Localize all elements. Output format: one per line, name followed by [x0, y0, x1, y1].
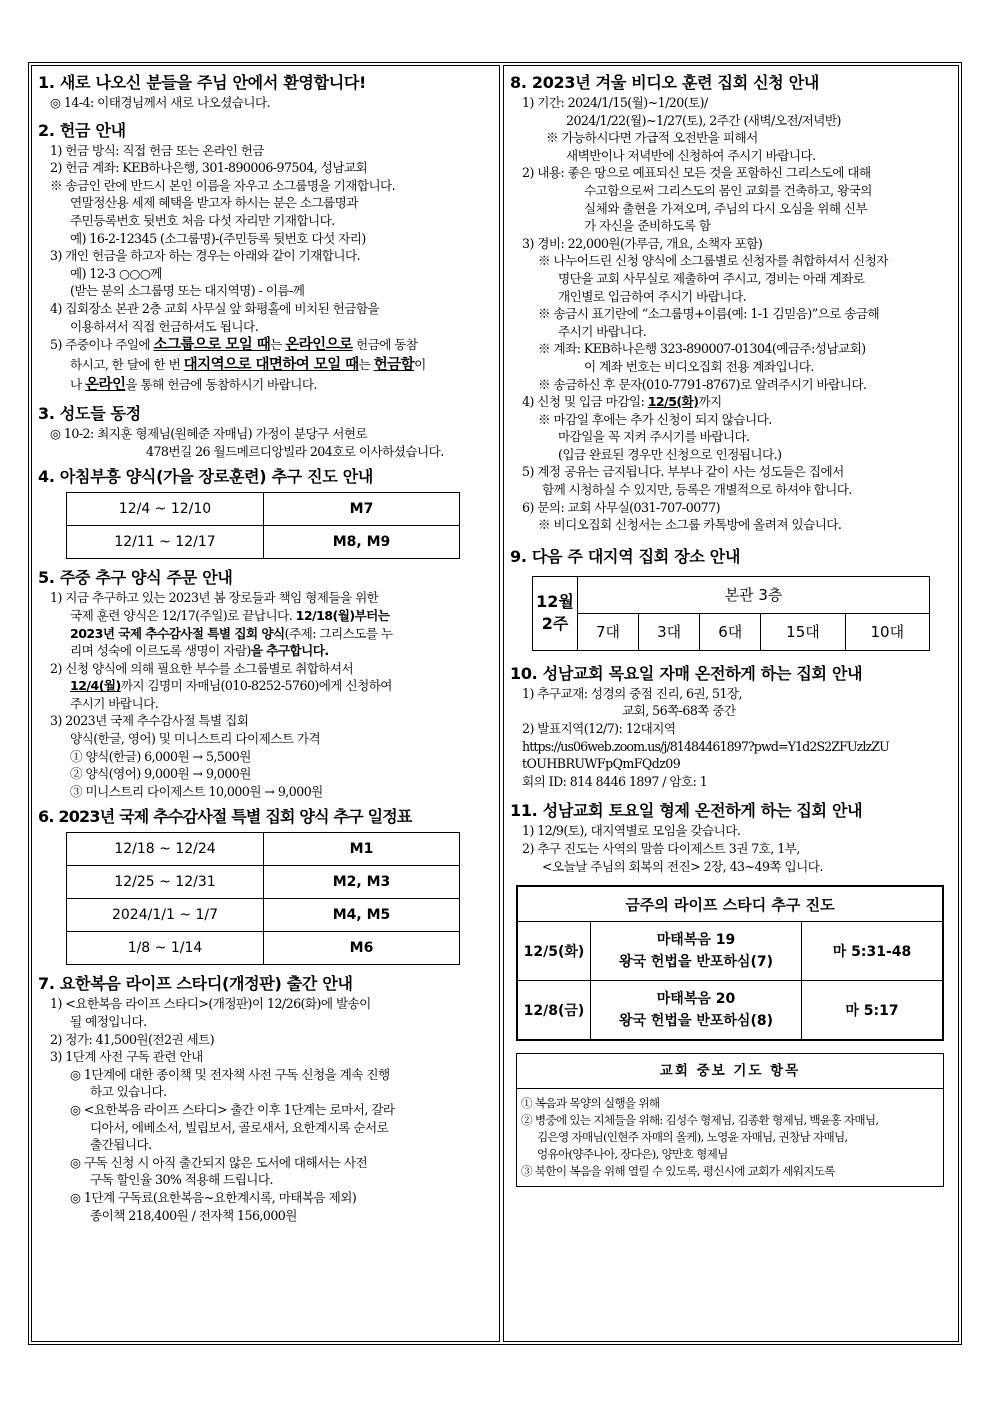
order-line	[38, 625, 495, 643]
welcome-line: ◎ 14-4: 이태경님께서 새로 나오셨습니다.	[50, 95, 271, 110]
publication-line: 구독 할인율 30% 적용해 드립니다.	[90, 1172, 273, 1188]
message-cell	[591, 922, 802, 981]
offering-line: ※ 송금인 란에 반드시 본인 이름을 자우고 소그룹명을 기재합니다.	[50, 177, 396, 193]
prayer-box	[516, 1053, 944, 1187]
date-cell: 2024/1/1 ~ 1/7	[67, 899, 264, 932]
brothers-meeting-line: <오늘날 주님의 회복의 전진> 2장, 43~49쪽 입니다.	[542, 858, 823, 874]
publication-line: 될 예정입니다.	[70, 1014, 147, 1030]
table-row	[67, 833, 460, 866]
date-cell: 12/5(화)	[517, 922, 591, 981]
price-line: ① 양식(한글) 6,000원 → 5,500원	[70, 748, 251, 764]
prayer-item: 엉유아(양주나아, 장다은), 양만호 형제님	[537, 1147, 728, 1162]
video-training-line: ※ 송금시 표기란에 “소그룹명+이름(예: 1-1 김믿음)”으로 송금해	[538, 306, 880, 322]
scripture-cell: 마 5:17	[802, 981, 944, 1041]
offering-line: 주민등록번호 뒷번호 처음 다섯 자리만 기재합니다.	[70, 212, 335, 228]
publication-line: 1) <요한복음 라이프 스타디>(개정판)이 12/26(화)에 발송이	[50, 996, 371, 1012]
message-cell: M2, M3	[264, 866, 460, 899]
emphasis: 2023년 국제 추수감사절 특별 집회 양식	[70, 625, 285, 641]
section-4-title: 4. 아침부흥 양식(가을 장로훈련) 추구 진도 안내	[38, 467, 374, 487]
video-training-line: 수고함으로써 그리스도의 몸인 교회를 건축하고, 왕국의	[584, 182, 872, 198]
message-subtitle: 왕국 헌법을 반포하심(8)	[618, 1013, 773, 1030]
publication-line: 출간됩니다.	[90, 1137, 152, 1153]
emphasis: 12/4(월)	[70, 678, 121, 694]
video-training-line: 이 계좌 번호는 비디오집회 전용 계좌입니다.	[584, 358, 814, 374]
table-row	[517, 922, 943, 981]
sisters-meeting-line: 1) 추구교재: 성경의 중점 진리, 6권, 51장,	[522, 685, 742, 701]
message-cell: M4, M5	[264, 899, 460, 932]
video-training-line: ※ 송금하신 후 문자(010-7791-8767)로 알려주시기 바랍니다.	[538, 376, 867, 392]
video-training-line: 2) 내용: 좋은 땅으로 예표되신 모든 것을 포함하신 그리스도에 대해	[522, 165, 871, 181]
offering-line	[38, 355, 495, 375]
offering-line: 3) 개인 헌금을 하고자 하는 경우는 아래와 같이 기재합니다.	[50, 248, 361, 264]
publication-line: 3) 1단계 사전 구독 관련 안내	[50, 1049, 203, 1065]
text: 까지 김명미 자매님(010-8252-5760)에게 신청하여	[120, 678, 392, 694]
text: 는	[270, 337, 286, 353]
emphasis: 온라인	[85, 377, 126, 394]
brothers-meeting-line: 2) 추구 진도는 사역의 말씀 다이제스트 3권 7호, 1부,	[522, 841, 800, 856]
section-9-title: 9. 다음 주 대지역 집회 장소 안내	[510, 546, 741, 566]
right-column	[503, 65, 959, 1342]
table-row	[67, 899, 460, 932]
brothers-meeting-line: 1) 12/9(토), 대지역별로 모임을 갖습니다.	[522, 823, 741, 839]
table-row	[67, 526, 460, 559]
video-training-line: 개인별로 입금하여 주시기 바랍니다.	[558, 288, 747, 304]
emphasis: 온라인으로	[285, 337, 353, 354]
sisters-meeting-line: 2) 발표지역(12/7): 12대지역	[522, 721, 676, 737]
text: 하시고, 한 달에 한 번	[70, 357, 184, 373]
table-row	[67, 932, 460, 965]
section-10-title: 10. 성남교회 목요일 자매 온전하게 하는 집회 안내	[510, 663, 863, 683]
text: 이	[414, 357, 426, 373]
message-title: 마태복음 20	[656, 991, 736, 1008]
publication-line: ◎ <요한복음 라이프 스타디> 출간 이후 1단계는 로마서, 갈라	[70, 1102, 395, 1117]
video-training-line: ※ 가능하시다면 가급적 오전반을 피해서	[546, 130, 758, 146]
text: 리며 성숙에 이르도록 생명이 자람)	[70, 643, 251, 659]
section-1-title: 1. 새로 나오신 분들을 주님 안에서 환영합니다!	[38, 73, 367, 92]
group-cell: 7대	[578, 613, 639, 650]
video-training-line: 2024/1/22(월)~1/27(토), 2주간 (새벽/오전/저녁반)	[566, 112, 841, 128]
video-training-line: 실체와 출현을 가져오며, 주님의 다시 오심을 위해 신부	[584, 200, 868, 216]
news-line: 478번길 26 월드메르디앙빌라 204호로 이사하셨습니다.	[146, 443, 444, 459]
table-row	[67, 493, 460, 526]
publication-line: ◎ 1단계에 대한 종이책 및 전자책 사전 구독 신청을 계속 진행	[70, 1066, 390, 1082]
order-line: 주시기 바랍니다.	[70, 695, 159, 711]
text: (주제: 그리스도를 누	[284, 625, 393, 641]
price-line: ③ 미니스트리 다이제스트 10,000원 → 9,000원	[70, 783, 323, 799]
section-5-title: 5. 주중 추구 양식 주문 안내	[38, 568, 233, 588]
week-number: 2주	[541, 614, 569, 634]
morning-revival-table	[66, 492, 460, 559]
group-cell: 10대	[845, 613, 929, 650]
section-6-title: 6. 2023년 국제 추수감사절 특별 집회 양식 추구 일정표	[38, 807, 412, 827]
table-row	[533, 576, 930, 613]
order-line: 양식(한글, 영어) 및 미니스트리 다이제스트 가격	[70, 731, 321, 747]
bulletin-frame	[28, 62, 962, 1345]
message-cell: M8, M9	[264, 526, 460, 559]
prayer-title: 교회 중보 기도 항목	[517, 1054, 943, 1089]
video-training-line: ※ 나누어드린 신청 양식에 소그룹별로 신청자를 취합하셔서 신청자	[538, 253, 888, 269]
meeting-id: 회의 ID: 814 8446 1897 / 암호: 1	[522, 773, 708, 789]
table-row	[517, 981, 943, 1041]
table-row	[67, 866, 460, 899]
video-training-line	[510, 393, 954, 411]
video-training-line: 1) 기간: 2024/1/15(월)~1/20(토)/	[522, 95, 708, 110]
video-training-line: (입금 완료된 경우만 신청으로 인정됩니다.)	[558, 446, 782, 462]
offering-line: 2) 헌금 계좌: KEB하나은행, 301-890006-97504, 성남교회	[50, 160, 368, 176]
section-8-title: 8. 2023년 겨울 비디오 훈련 집회 신청 안내	[510, 73, 820, 92]
publication-line: 디아서, 에베소서, 빌립보서, 골로새서, 요한계시록 순서로	[90, 1119, 389, 1135]
order-line: 3) 2023년 국제 추수감사절 특별 집회	[50, 713, 249, 729]
left-column	[31, 65, 500, 1342]
order-line: 1) 지금 추구하고 있는 2023년 봄 장로들과 책임 형제들을 위한	[50, 590, 379, 606]
video-training-line: 새벽반이나 저녁반에 신청하여 주시기 바랍니다.	[566, 147, 816, 163]
text: 국제 훈련 양식은 12/17(주일)로 끝납니다.	[70, 607, 296, 623]
zoom-link[interactable]: tOUHBRUWFpQmFQdz09	[522, 756, 681, 772]
district-meeting-table	[532, 576, 930, 651]
offering-line: 1) 헌금 방식: 직접 헌금 또는 온라인 헌금	[50, 142, 264, 158]
date-cell: 12/18 ~ 12/24	[67, 833, 264, 866]
week-month: 12월	[536, 592, 574, 612]
offering-line: 예) 12-3 ○○○께	[70, 265, 162, 281]
date-cell: 1/8 ~ 1/14	[67, 932, 264, 965]
message-cell: M6	[264, 932, 460, 965]
video-training-line: 함께 시청하실 수 있지만, 등록은 개별적으로 하셔야 합니다.	[542, 482, 852, 498]
emphasis: 12/18(월)부터는	[295, 607, 390, 623]
group-cell: 15대	[761, 613, 845, 650]
text: 나	[70, 377, 86, 393]
week-cell	[533, 576, 578, 650]
price-line: ② 양식(영어) 9,000원 → 9,000원	[70, 766, 251, 782]
table-row	[533, 613, 930, 650]
publication-line: 하고 있습니다.	[90, 1084, 167, 1100]
offering-line	[38, 335, 495, 355]
video-training-line: 6) 문의: 교회 사무실(031-707-0077)	[522, 499, 720, 515]
video-training-line: ※ 비디오집회 신청서는 소그룹 카톡방에 올려져 있습니다.	[538, 517, 842, 533]
zoom-link[interactable]: https://us06web.zoom.us/j/81484461897?pwd=Y1d2S2ZFUzlzZU	[522, 738, 889, 754]
prayer-item: ③ 북한이 복음을 위해 열릴 수 있도록, 평신시에 교회가 세워지도록	[521, 1164, 835, 1179]
video-training-line: ※ 계좌: KEB하나은행 323-890007-01304(예금주:성남교회)	[538, 341, 866, 357]
text: 4) 신청 및 입금 마감일:	[522, 394, 648, 410]
section-3-title: 3. 성도들 동정	[38, 404, 141, 424]
offering-line: 연말정산용 세제 혜택을 받고자 하시는 분은 소그룹명과	[70, 195, 358, 211]
video-training-line: 명단을 교회 사무실로 제출하여 주시고, 경비는 아래 계좌로	[558, 270, 865, 286]
text: 는	[358, 357, 374, 373]
offering-line: 예) 16-2-12345 (소그룹명)-(주민등록 뒷번호 다섯 자리)	[70, 230, 366, 246]
publication-line: ◎ 1단계 구독료(요한복음~요한계시록, 마태복음 제외)	[70, 1189, 357, 1205]
message-title: 마태복음 19	[656, 932, 736, 949]
date-cell: 12/8(금)	[517, 981, 591, 1041]
order-line	[38, 677, 495, 695]
emphasis: 대지역으로 대면하여 모일 때	[183, 357, 359, 374]
message-cell: M1	[264, 833, 460, 866]
message-subtitle: 왕국 헌법을 반포하심(7)	[618, 954, 773, 971]
place-cell: 본관 3층	[578, 576, 930, 613]
video-training-line: 마감일을 꼭 지켜 주시기를 바랍니다.	[558, 429, 750, 445]
text: 헌금에 동참	[352, 337, 418, 353]
section-11-title: 11. 성남교회 토요일 형제 온전하게 하는 집회 안내	[510, 801, 863, 821]
offering-line: 이용하셔서 직접 헌금하셔도 됩니다.	[70, 318, 259, 334]
date-cell: 12/4 ~ 12/10	[67, 493, 264, 526]
publication-line: ◎ 구독 신청 시 아직 출간되지 않은 도서에 대해서는 사전	[70, 1154, 368, 1170]
video-training-line: 주시기 바랍니다.	[558, 323, 647, 339]
life-study-table	[516, 885, 944, 1041]
deadline: 12/5(화)	[647, 394, 699, 410]
offering-line	[38, 375, 495, 395]
text: 까지	[698, 394, 722, 410]
video-training-line: ※ 마감일 후에는 추가 신청이 되지 않습니다.	[538, 411, 772, 427]
emphasis: 헌금함	[373, 357, 415, 374]
prayer-item: ① 복음과 목양의 실행을 위해	[521, 1096, 660, 1111]
video-training-line: 가 자신을 준비하도록 함	[584, 218, 711, 234]
section-2-title: 2. 헌금 안내	[38, 120, 126, 140]
publication-line: 2) 정가: 41,500원(전2권 세트)	[50, 1031, 215, 1047]
news-line: ◎ 10-2: 최지훈 형제님(원혜준 자매님) 가정이 분당구 서현로	[50, 426, 368, 442]
emphasis: 소그룹으로 모일 때	[153, 337, 271, 354]
message-cell	[591, 981, 802, 1041]
date-cell: 12/11 ~ 12/17	[67, 526, 264, 559]
text: 5) 주중이나 주일에	[50, 337, 154, 353]
message-cell: M7	[264, 493, 460, 526]
sisters-meeting-line: 교회, 56쪽-68쪽 중간	[622, 703, 736, 719]
order-line	[38, 642, 495, 660]
table-row	[517, 886, 943, 922]
offering-line: 4) 집회장소 본관 2층 교회 사무실 앞 화평홀에 비치된 헌금함을	[50, 300, 380, 316]
order-line: 2) 신청 양식에 의해 필요한 부수를 소그룹별로 취합하셔서	[50, 660, 354, 676]
prayer-item: 김은영 자매님(인현주 자매의 올케), 노영윤 자매님, 권창남 자매님,	[537, 1130, 848, 1145]
order-line	[38, 607, 495, 625]
emphasis: 을 추구합니다.	[250, 643, 329, 659]
video-training-line: 3) 경비: 22,000원(가루금, 개요, 소책자 포함)	[522, 235, 763, 251]
date-cell: 12/25 ~ 12/31	[67, 866, 264, 899]
publication-line: 종이책 218,400원 / 전자책 156,000원	[90, 1207, 297, 1223]
offering-line: (받는 분의 소그룹명 또는 대지역명) - 이름-께	[70, 283, 305, 299]
group-cell: 3대	[639, 613, 700, 650]
life-study-title: 금주의 라이프 스타디 추구 진도	[517, 886, 943, 922]
scripture-cell: 마 5:31-48	[802, 922, 944, 981]
section-7-title: 7. 요한복음 라이프 스타디(개정판) 출간 안내	[38, 974, 353, 994]
prayer-list	[517, 1089, 943, 1186]
group-cell: 6대	[700, 613, 761, 650]
thanksgiving-schedule-table	[66, 832, 460, 965]
prayer-item: ② 병중에 있는 지체들을 위해: 김성수 형제님, 김종환 형제님, 백윤홍 자매님,	[521, 1113, 879, 1128]
text: 을 통해 헌금에 동참하시기 바랍니다.	[125, 377, 317, 393]
video-training-line: 5) 계정 공유는 금지됩니다. 부부나 같이 사는 성도들은 집에서	[522, 464, 844, 480]
